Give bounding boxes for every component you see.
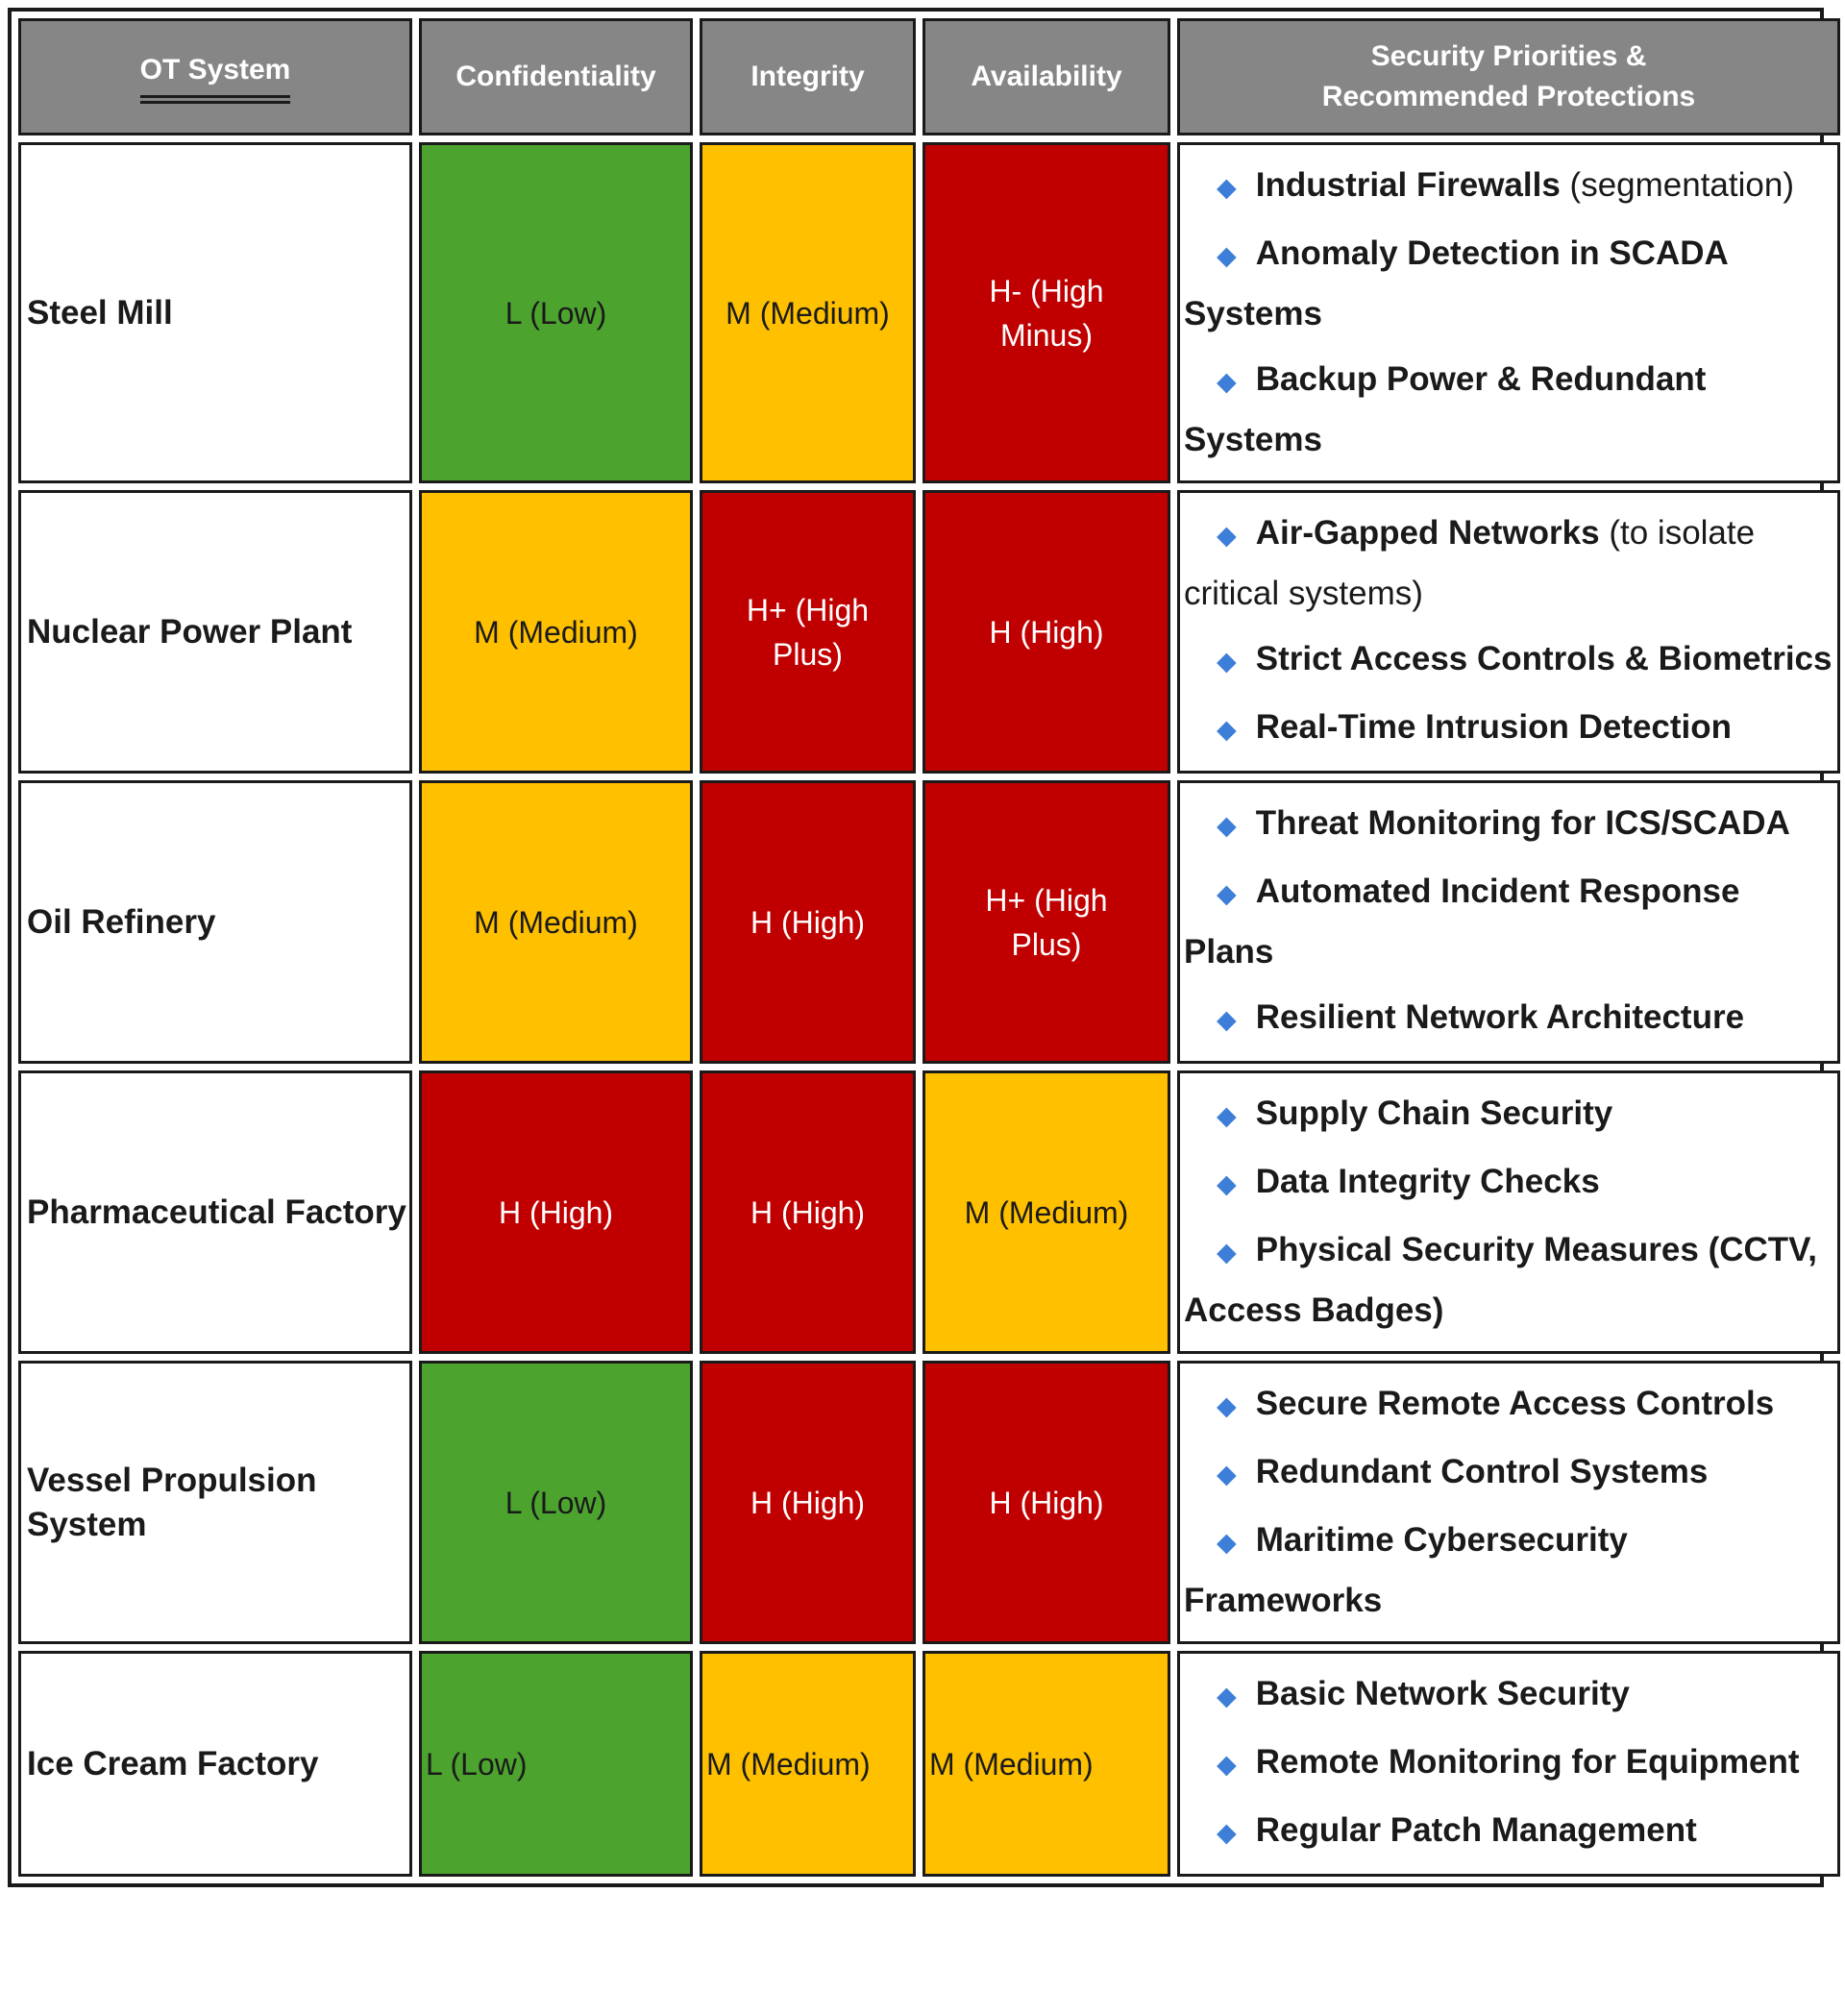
protection-text: Threat Monitoring for ICS/SCADA: [1255, 804, 1790, 842]
diamond-bullet-icon: ◆: [1217, 1238, 1237, 1267]
protections-cell: [1177, 1361, 1840, 1644]
protection-text: (segmentation): [1560, 166, 1794, 204]
rating-cell: M (Medium): [922, 1651, 1170, 1877]
protection-item: [1184, 504, 1833, 623]
protection-item: [1184, 795, 1833, 855]
protection-text: Regular Patch Management: [1255, 1811, 1697, 1849]
rating-cell: M (Medium): [419, 780, 693, 1064]
diamond-bullet-icon: ◆: [1217, 1391, 1237, 1421]
header-security-priorities-label: Security Priorities & Recommended Protections: [1321, 40, 1696, 112]
protection-item: [1184, 1512, 1833, 1630]
protection-item: [1184, 1375, 1833, 1436]
rating-cell: M (Medium): [700, 1651, 916, 1877]
protection-text: Real-Time Intrusion Detection: [1255, 708, 1733, 746]
header-availability: Availability: [922, 18, 1170, 135]
table-row: [18, 490, 1840, 774]
protections-cell: [1177, 1651, 1840, 1877]
rating-cell: H+ (High Plus): [700, 490, 916, 774]
protection-text: Supply Chain Security: [1255, 1094, 1613, 1132]
rating-cell: H (High): [700, 1361, 916, 1644]
protection-item: [1184, 225, 1833, 343]
protection-text: Physical Security Measures (CCTV, Access Badges): [1184, 1231, 1818, 1329]
rating-cell: M (Medium): [700, 142, 916, 483]
table-row: [18, 1361, 1840, 1644]
protection-text: Air-Gapped Networks: [1255, 514, 1600, 552]
protection-item: [1184, 630, 1833, 691]
rating-cell: L (Low): [419, 142, 693, 483]
diamond-bullet-icon: ◆: [1217, 1169, 1237, 1199]
protection-item: [1184, 989, 1833, 1049]
protection-item: [1184, 1802, 1833, 1862]
protection-item: [1184, 1443, 1833, 1504]
ot-system-cell: Nuclear Power Plant: [18, 490, 412, 774]
table-row: [18, 142, 1840, 483]
diamond-bullet-icon: ◆: [1217, 811, 1237, 841]
protection-text: Secure Remote Access Controls: [1255, 1385, 1775, 1422]
protection-item: [1184, 699, 1833, 759]
protection-text: Resilient Network Architecture: [1255, 998, 1745, 1036]
rating-cell: H (High): [700, 1070, 916, 1354]
diamond-bullet-icon: ◆: [1217, 521, 1237, 551]
protections-cell: [1177, 490, 1840, 774]
diamond-bullet-icon: ◆: [1217, 1818, 1237, 1848]
protection-text: Anomaly Detection in SCADA Systems: [1184, 234, 1728, 332]
rating-cell: L (Low): [419, 1361, 693, 1644]
protections-cell: [1177, 142, 1840, 483]
table-row: [18, 780, 1840, 1064]
diamond-bullet-icon: ◆: [1217, 1682, 1237, 1711]
rating-cell: H+ (High Plus): [922, 780, 1170, 1064]
rating-cell: H (High): [419, 1070, 693, 1354]
table-header-row: [18, 18, 1840, 135]
header-security-priorities: [1177, 18, 1840, 135]
protection-text: Redundant Control Systems: [1255, 1453, 1709, 1490]
protection-text: Basic Network Security: [1255, 1675, 1630, 1712]
diamond-bullet-icon: ◆: [1217, 241, 1237, 271]
header-confidentiality: Confidentiality: [419, 18, 693, 135]
rating-cell: L (Low): [419, 1651, 693, 1877]
protection-item: [1184, 1153, 1833, 1214]
cia-risk-table: [12, 12, 1845, 1883]
table-row: [18, 1651, 1840, 1877]
diamond-bullet-icon: ◆: [1217, 1528, 1237, 1558]
diamond-bullet-icon: ◆: [1217, 367, 1237, 397]
protection-text: Maritime Cybersecurity Frameworks: [1184, 1521, 1628, 1619]
protection-item: [1184, 351, 1833, 469]
protection-text: Automated Incident Response Plans: [1184, 873, 1740, 971]
ot-system-cell: Vessel Propulsion System: [18, 1361, 412, 1644]
header-ot-system: [18, 18, 412, 135]
protection-text: (to isolate critical systems): [1184, 514, 1756, 612]
protection-item: [1184, 1733, 1833, 1794]
ot-system-cell: Oil Refinery: [18, 780, 412, 1064]
protection-text: Remote Monitoring for Equipment: [1255, 1743, 1800, 1781]
protections-cell: [1177, 780, 1840, 1064]
table-body: [18, 142, 1840, 1877]
diamond-bullet-icon: ◆: [1217, 1101, 1237, 1131]
diamond-bullet-icon: ◆: [1217, 647, 1237, 676]
protection-item: [1184, 1085, 1833, 1145]
ot-system-cell: Ice Cream Factory: [18, 1651, 412, 1877]
protection-text: Backup Power & Redundant Systems: [1184, 360, 1707, 458]
protection-text: Data Integrity Checks: [1255, 1163, 1600, 1200]
rating-cell: H- (High Minus): [922, 142, 1170, 483]
header-ot-system-label: OT System: [140, 50, 291, 104]
protection-text: Industrial Firewalls: [1255, 166, 1561, 204]
table-row: [18, 1070, 1840, 1354]
diamond-bullet-icon: ◆: [1217, 715, 1237, 745]
diamond-bullet-icon: ◆: [1217, 879, 1237, 909]
header-integrity: Integrity: [700, 18, 916, 135]
cia-risk-table-frame: [8, 8, 1833, 1887]
rating-cell: H (High): [700, 780, 916, 1064]
protections-cell: [1177, 1070, 1840, 1354]
protection-item: [1184, 157, 1833, 217]
diamond-bullet-icon: ◆: [1217, 1750, 1237, 1780]
protection-item: [1184, 863, 1833, 981]
rating-cell: M (Medium): [922, 1070, 1170, 1354]
ot-system-cell: Pharmaceutical Factory: [18, 1070, 412, 1354]
protection-item: [1184, 1221, 1833, 1340]
rating-cell: H (High): [922, 490, 1170, 774]
ot-system-cell: Steel Mill: [18, 142, 412, 483]
diamond-bullet-icon: ◆: [1217, 173, 1237, 203]
protection-text: Strict Access Controls & Biometrics: [1255, 640, 1833, 677]
protection-item: [1184, 1665, 1833, 1726]
rating-cell: M (Medium): [419, 490, 693, 774]
rating-cell: H (High): [922, 1361, 1170, 1644]
diamond-bullet-icon: ◆: [1217, 1460, 1237, 1489]
diamond-bullet-icon: ◆: [1217, 1005, 1237, 1035]
